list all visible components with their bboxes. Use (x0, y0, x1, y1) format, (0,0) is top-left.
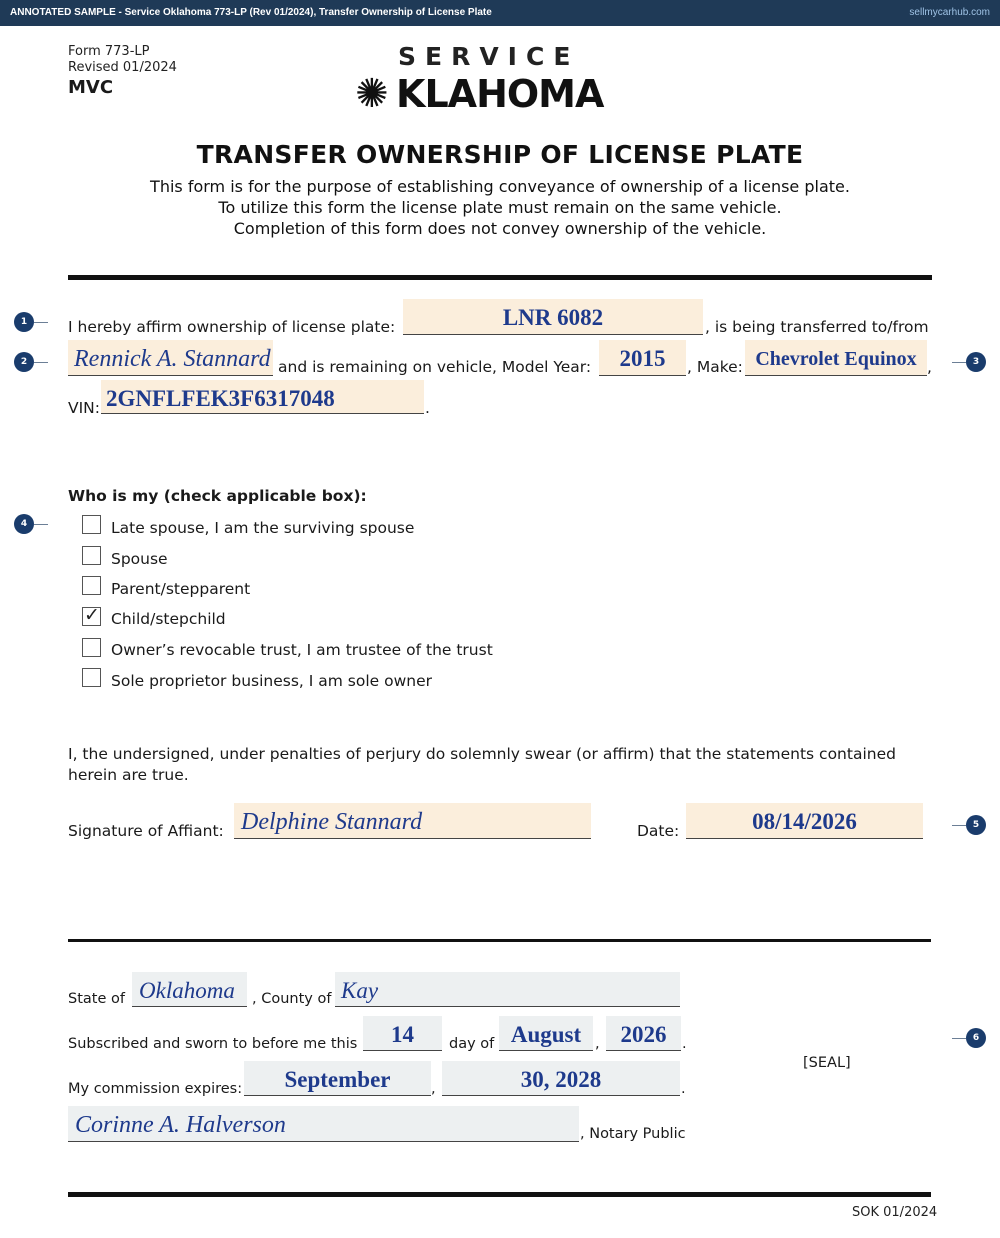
annotation-marker-1: 1 (14, 312, 34, 332)
option-label-parent: Parent/stepparent (111, 580, 251, 598)
relationship-heading: Who is my (check applicable box): (68, 487, 367, 505)
page-title: TRANSFER OWNERSHIP OF LICENSE PLATE (196, 140, 804, 169)
annotation-marker-2: 2 (14, 352, 34, 372)
option-label-late-spouse: Late spouse, I am the surviving spouse (111, 519, 415, 537)
banner-title: ANNOTATED SAMPLE - Service Oklahoma 773-LP (Rev 01/2024), Transfer Ownership of License Plate (10, 7, 492, 18)
annotation-marker-3: 3 (966, 352, 986, 372)
section-divider (68, 275, 932, 280)
county-value: Kay (341, 978, 379, 1003)
month-comma: , (595, 1036, 600, 1052)
label-date: Date: (637, 822, 680, 840)
label-transferred: , is being transferred to/from (705, 318, 929, 336)
notary-name-value: Corinne A. Halverson (75, 1112, 286, 1138)
county-field[interactable] (335, 972, 680, 1007)
oath-line-1: I, the undersigned, under penalties of perjury do solemnly swear (or affirm) that the statements contained (68, 745, 896, 763)
option-label-revocable-trust: Owner’s revocable trust, I am trustee of the trust (111, 641, 493, 659)
label-model-year: and is remaining on vehicle, Model Year: (278, 358, 592, 376)
make-comma: , (927, 358, 932, 376)
label-notary-public: , Notary Public (580, 1126, 686, 1142)
label-state: State of (68, 991, 125, 1007)
expires-comma: , (431, 1081, 436, 1097)
annotation-marker-5: 5 (966, 815, 986, 835)
marker-4-leader (34, 524, 48, 525)
intro-line-3: Completion of this form does not convey ownership of the vehicle. (233, 219, 767, 238)
checkbox-sole-proprietor[interactable] (82, 668, 101, 687)
marker-2-leader (34, 362, 48, 363)
date-value: 08/14/2026 (752, 809, 857, 834)
transferee-name-value: Rennick A. Stannard (74, 346, 271, 372)
division-label: MVC (68, 77, 114, 98)
checkbox-revocable-trust[interactable] (82, 638, 101, 657)
footer-divider (68, 1192, 931, 1197)
seal-placeholder: [SEAL] (803, 1055, 851, 1071)
expires-period: . (681, 1081, 686, 1097)
logo-oklahoma-text: KLAHOMA (396, 72, 604, 116)
form-number: Form 773-LP (68, 44, 150, 59)
sworn-year-value: 2026 (620, 1022, 667, 1047)
option-label-sole-proprietor: Sole proprietor business, I am sole owner (111, 672, 433, 690)
checkbox-parent[interactable] (82, 576, 101, 595)
sworn-day-value: 14 (391, 1022, 414, 1047)
footer-code: SOK 01/2024 (852, 1205, 938, 1220)
annotation-banner (0, 0, 1000, 26)
annotation-marker-4: 4 (14, 514, 34, 534)
checkbox-spouse[interactable] (82, 546, 101, 565)
marker-1-leader (34, 322, 48, 323)
vin-period: . (425, 399, 430, 417)
license-plate-value: LNR 6082 (502, 305, 604, 330)
banner-site-link[interactable]: sellmycarhub.com (909, 7, 990, 18)
label-make: , Make: (687, 358, 743, 376)
label-vin: VIN: (68, 399, 100, 417)
marker-5-leader (952, 825, 966, 826)
intro-line-1: This form is for the purpose of establishing conveyance of ownership of a license plate. (150, 177, 850, 196)
oath-line-2: herein are true. (68, 766, 189, 784)
label-signature: Signature of Affiant: (68, 822, 224, 840)
option-label-spouse: Spouse (111, 550, 168, 568)
label-license-plate: I hereby affirm ownership of license plate: (68, 318, 396, 336)
make-value: Chevrolet Equinox (755, 348, 917, 370)
notary-divider (68, 939, 931, 942)
label-day-of: day of (449, 1036, 495, 1052)
vin-value: 2GNFLFEK3F6317048 (106, 386, 335, 411)
logo-service-text: SERVICE (398, 42, 580, 71)
marker-6-leader (952, 1038, 966, 1039)
year-period: . (682, 1036, 687, 1052)
marker-3-leader (952, 362, 966, 363)
option-label-child: Child/stepchild (111, 610, 226, 628)
checkbox-child[interactable] (82, 607, 101, 626)
sworn-month-value: August (510, 1022, 582, 1047)
signature-value: Delphine Stannard (241, 809, 423, 835)
state-value: Oklahoma (139, 978, 235, 1003)
annotation-marker-6: 6 (966, 1028, 986, 1048)
form-revision: Revised 01/2024 (68, 60, 177, 75)
label-sworn: Subscribed and sworn to before me this (68, 1036, 358, 1052)
expires-day-year-value: 30, 2028 (520, 1067, 602, 1092)
intro-line-2: To utilize this form the license plate must remain on the same vehicle. (218, 198, 782, 217)
model-year-value: 2015 (619, 346, 666, 371)
checkbox-late-spouse[interactable] (82, 515, 101, 534)
label-county: , County of (252, 991, 332, 1007)
label-commission-expires: My commission expires: (68, 1081, 243, 1097)
oklahoma-star-logo-icon: ✺ (355, 71, 389, 117)
expires-month-value: September (284, 1067, 391, 1092)
